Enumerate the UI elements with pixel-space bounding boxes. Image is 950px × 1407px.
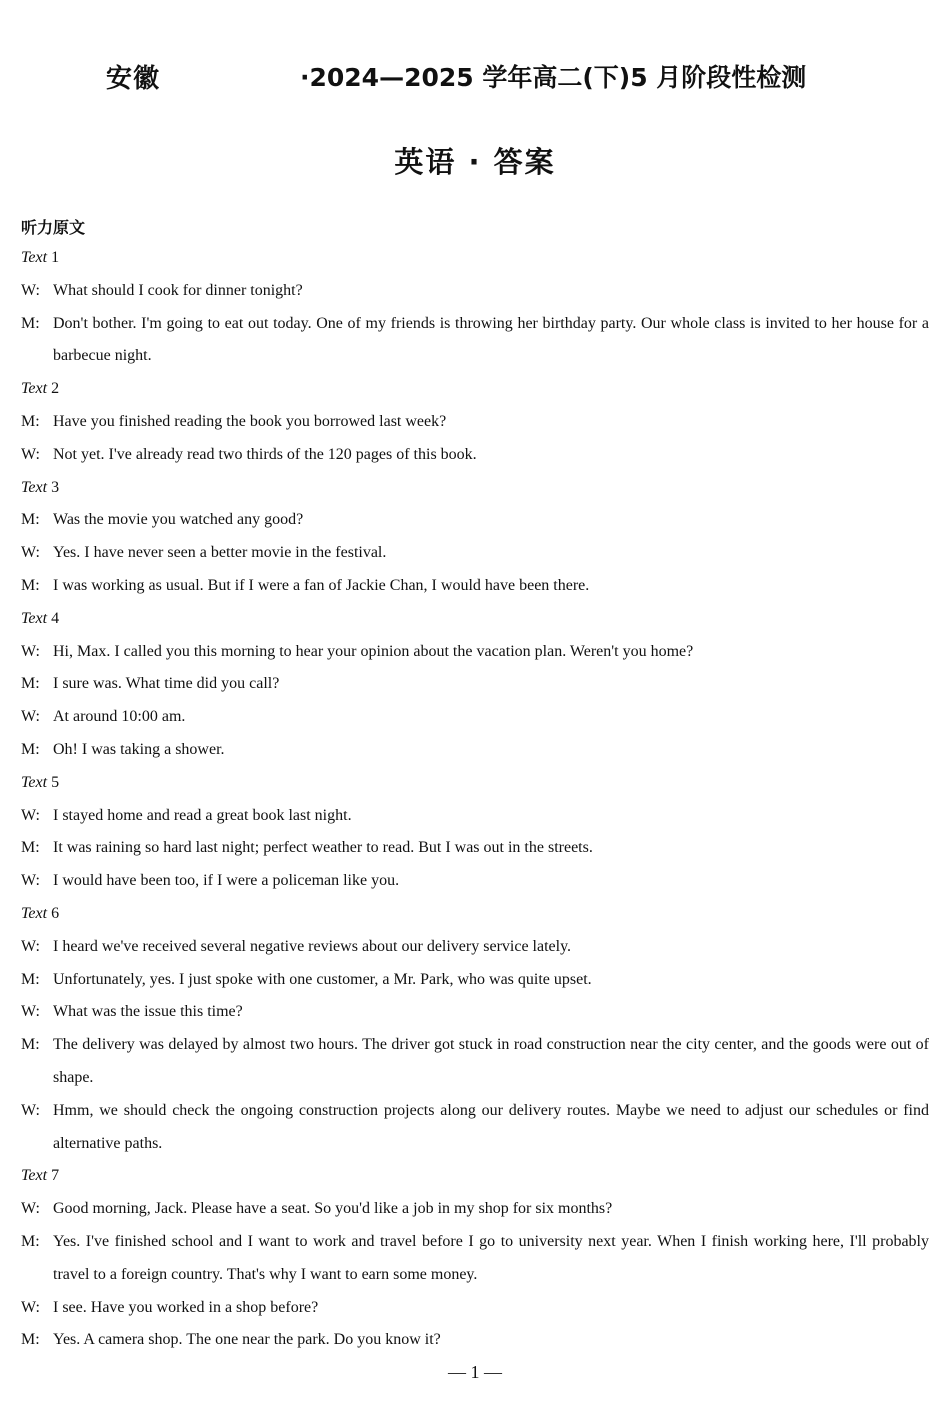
speaker-label: W: bbox=[21, 1200, 40, 1218]
speaker-label: W: bbox=[21, 708, 40, 726]
dialogue-text: Was the movie you watched any good? bbox=[53, 511, 304, 529]
listening-transcript bbox=[21, 242, 929, 1357]
text-label bbox=[21, 767, 929, 800]
speaker-label: W: bbox=[21, 872, 40, 890]
speaker-label: W: bbox=[21, 1003, 40, 1021]
dialogue-line bbox=[21, 1292, 929, 1325]
text-label bbox=[21, 242, 929, 275]
speaker-label: W: bbox=[21, 1101, 40, 1119]
dialogue-line bbox=[21, 1193, 929, 1226]
dialogue-text: Good morning, Jack. Please have a seat. So you'd like a job in my shop for six months? bbox=[53, 1200, 613, 1218]
speaker-label: W: bbox=[21, 445, 40, 463]
speaker-label: M: bbox=[21, 740, 40, 758]
dialogue-line bbox=[21, 1095, 929, 1161]
text-label bbox=[21, 603, 929, 636]
text-label-number: 7 bbox=[51, 1167, 60, 1185]
text-label-number: 2 bbox=[51, 380, 60, 398]
dialogue-text: Yes. I have never seen a better movie in the festival. bbox=[53, 544, 387, 562]
text-label-word: Text bbox=[21, 609, 48, 627]
text-label-word: Text bbox=[21, 249, 48, 266]
text-label-word: Text bbox=[21, 380, 48, 398]
dialogue-line bbox=[21, 865, 929, 898]
text-label-word: Text bbox=[21, 478, 48, 496]
speaker-label: M: bbox=[21, 412, 40, 430]
section-heading: 听力原文 bbox=[21, 218, 86, 237]
dialogue-text: I stayed home and read a great book last night. bbox=[53, 806, 352, 824]
dialogue-text: At around 10:00 am. bbox=[53, 708, 186, 726]
dialogue-text: Not yet. I've already read two thirds of the 120 pages of this book. bbox=[53, 445, 477, 463]
dialogue-text: Oh! I was taking a shower. bbox=[53, 740, 225, 758]
dialogue-line bbox=[21, 275, 929, 308]
dialogue-text: The delivery was delayed by almost two hours. The driver got stuck in road construction near the city center, and the goods were out of shape. bbox=[53, 1036, 929, 1086]
dialogue-line bbox=[21, 800, 929, 833]
dialogue-line bbox=[21, 832, 929, 865]
dialogue-line bbox=[21, 308, 929, 374]
dialogue-text: I heard we've received several negative reviews about our delivery service lately. bbox=[53, 937, 572, 955]
text-label-number: 5 bbox=[51, 773, 60, 791]
text-label-number: 4 bbox=[51, 609, 60, 627]
dialogue-line bbox=[21, 537, 929, 570]
dialogue-text: Hi, Max. I called you this morning to hear your opinion about the vacation plan. Weren't you home? bbox=[53, 642, 694, 660]
dialogue-line bbox=[21, 439, 929, 472]
dialogue-text: Yes. I've finished school and I want to work and travel before I go to university next year. When I finish working here, I'll probably travel to a foreign country. That's why I want to earn some money. bbox=[53, 1232, 929, 1283]
dialogue-line bbox=[21, 964, 929, 997]
text-label bbox=[21, 898, 929, 931]
dialogue-line bbox=[21, 1029, 929, 1095]
dialogue-line bbox=[21, 931, 929, 964]
dialogue-text: Hmm, we should check the ongoing construction projects along our delivery routes. Maybe we need to adjust our schedules or find alternative paths. bbox=[53, 1101, 929, 1152]
dialogue-text: I would have been too, if I were a policeman like you. bbox=[53, 872, 400, 890]
dialogue-text: It was raining so hard last night; perfect weather to read. But I was out in the streets. bbox=[53, 839, 593, 857]
dialogue-text: Yes. A camera shop. The one near the park. Do you know it? bbox=[53, 1331, 441, 1349]
dialogue-line bbox=[21, 504, 929, 537]
text-label bbox=[21, 373, 929, 406]
dialogue-text: I was working as usual. But if I were a fan of Jackie Chan, I would have been there. bbox=[53, 576, 590, 594]
speaker-label: M: bbox=[21, 576, 40, 594]
dialogue-text: Have you finished reading the book you borrowed last week? bbox=[53, 412, 447, 430]
document-subtitle: 英语 · 答案 bbox=[394, 145, 556, 179]
dialogue-line bbox=[21, 668, 929, 701]
text-block bbox=[21, 1160, 929, 1357]
speaker-label: M: bbox=[21, 1232, 40, 1250]
text-block bbox=[21, 472, 929, 603]
dialogue-line bbox=[21, 1226, 929, 1292]
text-block bbox=[21, 767, 929, 898]
dialogue-text: I sure was. What time did you call? bbox=[53, 675, 280, 693]
speaker-label: W: bbox=[21, 544, 40, 562]
text-block bbox=[21, 898, 929, 1160]
dialogue-line bbox=[21, 1324, 929, 1357]
dialogue-text: Unfortunately, yes. I just spoke with one customer, a Mr. Park, who was quite upset. bbox=[53, 970, 592, 988]
speaker-label: M: bbox=[21, 1331, 40, 1349]
speaker-label: M: bbox=[21, 675, 40, 693]
dialogue-text: What should I cook for dinner tonight? bbox=[53, 281, 303, 299]
speaker-label: M: bbox=[21, 511, 40, 529]
page-number: — 1 — bbox=[448, 1362, 502, 1382]
speaker-label: W: bbox=[21, 937, 40, 955]
page-title: ·2024—2025 学年高二(下)5 月阶段性检测 bbox=[300, 63, 807, 92]
dialogue-line bbox=[21, 996, 929, 1029]
text-label-number: 3 bbox=[51, 478, 60, 496]
dialogue-text: Don't bother. I'm going to eat out today. One of my friends is throwing her birthday party. Our whole class is invited to her house for a barbecue night. bbox=[53, 314, 929, 365]
dialogue-line bbox=[21, 570, 929, 603]
text-block bbox=[21, 242, 929, 373]
speaker-label: M: bbox=[21, 839, 40, 857]
speaker-label: W: bbox=[21, 642, 40, 660]
text-label-word: Text bbox=[21, 1167, 48, 1185]
text-label-number: 1 bbox=[51, 249, 60, 266]
dialogue-text: I see. Have you worked in a shop before? bbox=[53, 1298, 319, 1316]
text-block bbox=[21, 373, 929, 471]
text-label-word: Text bbox=[21, 904, 48, 922]
text-label bbox=[21, 1160, 929, 1193]
dialogue-line bbox=[21, 636, 929, 669]
document-header bbox=[0, 58, 950, 98]
speaker-label: M: bbox=[21, 1036, 40, 1054]
speaker-label: M: bbox=[21, 970, 40, 988]
dialogue-line bbox=[21, 406, 929, 439]
speaker-label: W: bbox=[21, 281, 40, 299]
speaker-label: W: bbox=[21, 806, 40, 824]
speaker-label: M: bbox=[21, 314, 40, 332]
text-label-number: 6 bbox=[51, 904, 60, 922]
speaker-label: W: bbox=[21, 1298, 40, 1316]
text-block bbox=[21, 603, 929, 767]
text-label bbox=[21, 472, 929, 505]
header-region: 安徽 bbox=[106, 64, 161, 94]
dialogue-line bbox=[21, 701, 929, 734]
text-label-word: Text bbox=[21, 773, 48, 791]
dialogue-text: What was the issue this time? bbox=[53, 1003, 243, 1021]
dialogue-line bbox=[21, 734, 929, 767]
